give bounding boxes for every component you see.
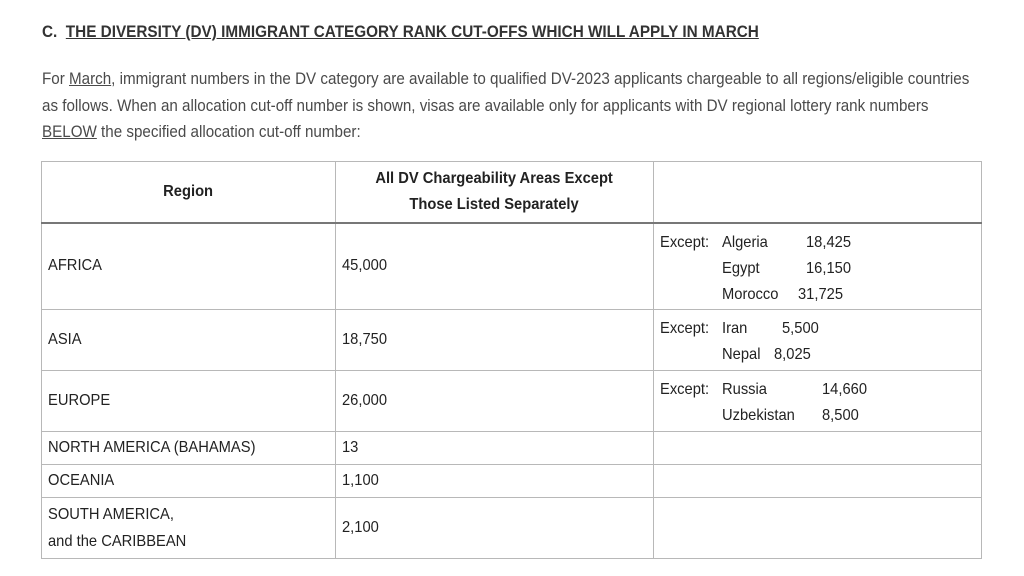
table-row [42,371,982,432]
table-row [42,465,982,498]
cutoff-table [41,161,982,559]
header-all-areas: All DV Chargeability Areas Except Those Listed Separately [336,162,654,223]
exceptions-cell [654,432,982,465]
section-letter: C. [42,22,58,41]
cutoff-cell: 26,000 [336,371,654,432]
intro-text-2: , immigrant numbers in the DV category are available to qualified DV-2023 applicants chargeable to all regions/eligible countries as follows. When an allocation cut-off number is shown, visas are available only for applicants with DV regional lottery rank numbers [42,70,970,115]
section-heading [42,22,759,42]
region-cell: OCEANIA [42,465,336,498]
header-region: Region [42,162,336,223]
exception-item: Egypt 16,150 [722,259,852,277]
region-cell: NORTH AMERICA (BAHAMAS) [42,432,336,465]
exception-item: Morocco 31,725 [722,285,844,303]
table-header-row [42,162,982,223]
exception-item: Except: Iran 5,500 [660,320,819,337]
intro-paragraph [42,66,971,146]
cutoff-cell: 13 [336,432,654,465]
exceptions-cell [654,498,982,559]
exception-item: Except: Russia 14,660 [660,381,868,398]
exceptions-cell [654,223,982,310]
intro-month: March [68,70,112,88]
cutoff-cell: 18,750 [336,310,654,371]
exceptions-cell [654,465,982,498]
table-row [42,432,982,465]
intro-text-1: For [42,70,69,88]
exception-item: Nepal 8,025 [722,346,811,363]
region-cell: ASIA [42,310,336,371]
cutoff-cell: 45,000 [336,223,654,310]
exceptions-cell [654,371,982,432]
table-row [42,310,982,371]
region-cell: SOUTH AMERICA, and the CARIBBEAN [42,498,336,559]
region-cell: AFRICA [42,223,336,310]
cutoff-cell: 2,100 [336,498,654,559]
exception-item: Uzbekistan 8,500 [722,407,859,424]
region-cell: EUROPE [42,371,336,432]
table-row [42,223,982,310]
exceptions-cell [654,310,982,371]
intro-below: BELOW [42,123,97,141]
section-title: THE DIVERSITY (DV) IMMIGRANT CATEGORY RANK CUT-OFFS WHICH WILL APPLY IN MARCH [65,22,759,41]
header-exceptions [654,162,982,223]
cutoff-cell: 1,100 [336,465,654,498]
intro-text-3: the specified allocation cut-off number: [96,123,361,141]
exception-item: Except: Algeria 18,425 [660,233,852,251]
table-row [42,498,982,559]
